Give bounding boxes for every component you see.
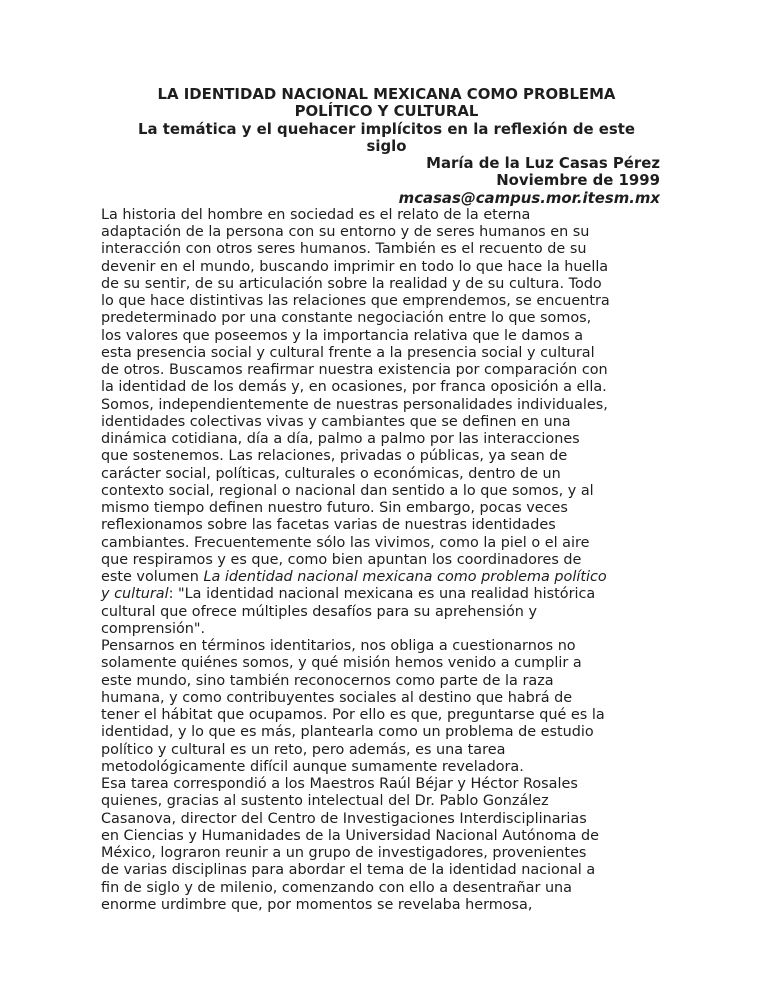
title-line-1: LA IDENTIDAD NACIONAL MEXICANA COMO PROBLEMA <box>157 85 616 103</box>
text-line: la identidad de los demás y, en ocasiones, por franca oposición a ella. <box>101 379 607 396</box>
paragraph <box>101 638 672 776</box>
document-content <box>101 86 672 914</box>
text-line: México, lograron reunir a un grupo de investigadores, provenientes <box>101 845 587 861</box>
text-line: cambiantes. Frecuentemente sólo las vivimos, como la piel o el aire <box>101 534 590 551</box>
text-line: Casanova, director del Centro de Investigaciones Interdisciplinarias <box>101 810 587 827</box>
text-line: devenir en el mundo, buscando imprimir en todo lo que hace la huella <box>101 258 609 275</box>
text-line: interacción con otros seres humanos. También es el recuento de su <box>101 241 587 258</box>
text-line: humana, y como contribuyentes sociales al destino que habrá de <box>101 689 573 706</box>
text-line: fin de siglo y de milenio, comenzando con ello a desentrañar una <box>101 879 572 896</box>
document-header <box>101 86 672 207</box>
paragraph <box>101 776 672 914</box>
date-line: Noviembre de 1999 <box>496 171 660 190</box>
subtitle-line-2: siglo <box>366 136 407 155</box>
text-line: y cultural: "La identidad nacional mexicana es una realidad histórica <box>101 586 596 603</box>
text-line: Somos, independientemente de nuestras personalidades individuales, <box>101 396 608 413</box>
text-line: que sostenemos. Las relaciones, privadas o públicas, ya sean de <box>101 448 568 465</box>
text-line: tener el hábitat que ocupamos. Por ello es que, preguntarse qué es la <box>101 707 605 723</box>
paragraph <box>101 207 672 638</box>
text-line: dinámica cotidiana, día a día, palmo a palmo por las interacciones <box>101 431 580 447</box>
text-line: carácter social, políticas, culturales o económicas, dentro de un <box>101 465 561 482</box>
text-line: de su sentir, de su articulación sobre la realidad y de su cultura. Todo <box>101 275 602 292</box>
text-line: los valores que poseemos y la importancia relativa que le damos a <box>101 327 584 344</box>
subtitle-line-1: La temática y el quehacer implícitos en la reflexión de este <box>138 119 635 138</box>
email-line: mcasas@campus.mor.itesm.mx <box>398 188 660 207</box>
text-line: adaptación de la persona con su entorno y de seres humanos en su <box>101 224 590 240</box>
text-line: Esa tarea correspondió a los Maestros Raúl Béjar y Héctor Rosales <box>101 776 578 792</box>
text-line: solamente quiénes somos, y qué misión hemos venido a cumplir a <box>101 655 582 672</box>
text-line: comprensión". <box>101 620 206 637</box>
text-line: que respiramos y es que, como bien apuntan los coordinadores de <box>101 551 582 568</box>
text-line: en Ciencias y Humanidades de la Universidad Nacional Autónoma de <box>101 827 599 844</box>
text-line: este volumen La identidad nacional mexicana como problema político <box>101 569 607 585</box>
text-line: cultural que ofrece múltiples desafíos para su aprehensión y <box>101 603 537 620</box>
text-line: lo que hace distintivas las relaciones que emprendemos, se encuentra <box>101 293 610 309</box>
text-line: reflexionamos sobre las facetas varias de nuestras identidades <box>101 517 556 534</box>
text-line: Pensarnos en términos identitarios, nos obliga a cuestionarnos no <box>101 638 576 654</box>
text-line: enorme urdimbre que, por momentos se revelaba hermosa, <box>101 896 533 913</box>
title-line-2: POLÍTICO Y CULTURAL <box>294 102 479 121</box>
text-line: identidades colectivas vivas y cambiantes que se definen en una <box>101 413 571 430</box>
text-line: político y cultural es un reto, pero además, es una tarea <box>101 741 506 758</box>
text-line: esta presencia social y cultural frente a la presencia social y cultural <box>101 344 595 361</box>
text-line: de otros. Buscamos reafirmar nuestra existencia por comparación con <box>101 362 608 378</box>
author-line: María de la Luz Casas Pérez <box>426 154 660 172</box>
text-line: quienes, gracias al sustento intelectual del Dr. Pablo González <box>101 793 549 810</box>
text-line: este mundo, sino también reconocernos como parte de la raza <box>101 672 554 689</box>
body-text <box>101 207 672 914</box>
text-line: La historia del hombre en sociedad es el relato de la eterna <box>101 206 531 223</box>
text-line: metodológicamente difícil aunque sumamente reveladora. <box>101 758 524 775</box>
text-line: contexto social, regional o nacional dan sentido a lo que somos, y al <box>101 482 594 499</box>
text-line: mismo tiempo definen nuestro futuro. Sin embargo, pocas veces <box>101 500 568 516</box>
text-line: de varias disciplinas para abordar el tema de la identidad nacional a <box>101 862 596 879</box>
text-line: predeterminado por una constante negociación entre lo que somos, <box>101 310 592 327</box>
text-line: identidad, y lo que es más, plantearla como un problema de estudio <box>101 724 594 741</box>
